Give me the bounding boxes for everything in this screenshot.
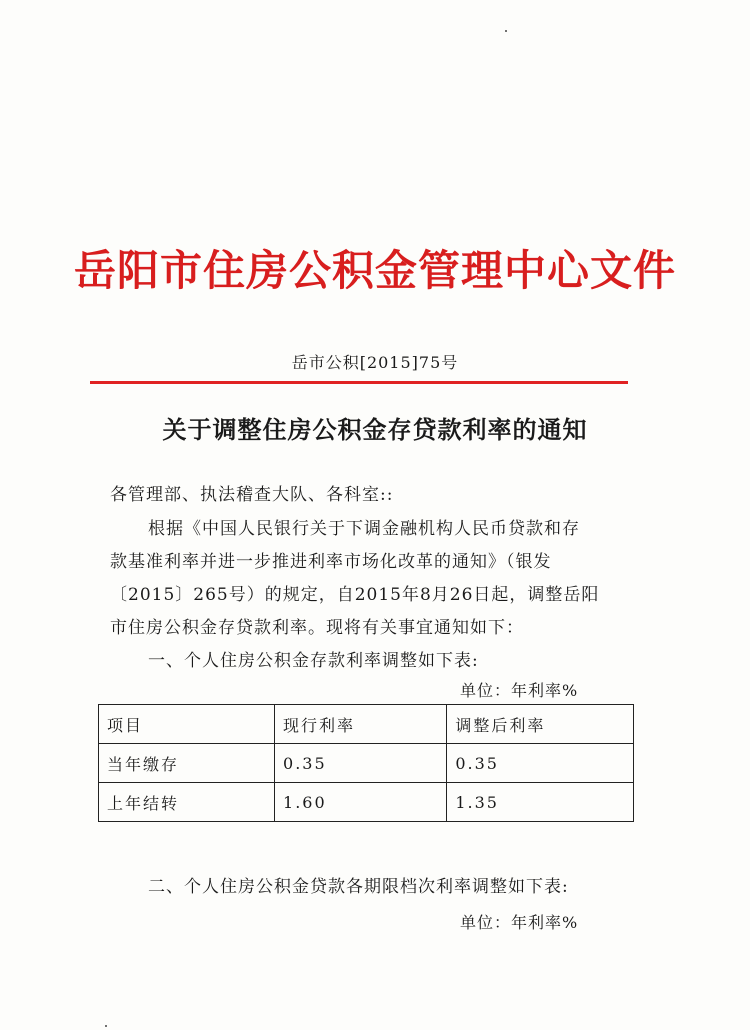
table-cell: 1.35: [447, 783, 634, 822]
unit-label-2: 单位：年利率%: [460, 913, 579, 932]
unit-label-1: 单位：年利率%: [460, 681, 579, 700]
table-header-cell: 项目: [99, 705, 275, 744]
table-cell: 1.60: [275, 783, 447, 822]
table-cell: 0.35: [275, 744, 447, 783]
red-divider-rule: [90, 381, 628, 384]
scan-speck: [105, 1025, 107, 1027]
table-header-cell: 调整后利率: [447, 705, 634, 744]
salutation: 各管理部、执法稽查大队、各科室::: [110, 485, 394, 505]
notice-title: 关于调整住房公积金存贷款利率的通知: [162, 416, 588, 444]
paragraph-line-3: 〔2015〕265号）的规定，自2015年8月26日起，调整岳阳: [110, 585, 600, 605]
table-header-cell: 现行利率: [275, 705, 447, 744]
table-cell: 上年结转: [99, 783, 275, 822]
document-number: 岳市公积[2015]75号: [291, 353, 459, 372]
table-header-row: [99, 705, 634, 744]
section-2-heading: 二、个人住房公积金贷款各期限档次利率调整如下表:: [148, 877, 569, 897]
deposit-rate-table: [98, 704, 634, 822]
table-cell: 0.35: [447, 744, 634, 783]
table-cell: 当年缴存: [99, 744, 275, 783]
paragraph-line-1: 根据《中国人民银行关于下调金融机构人民币贷款和存: [148, 519, 580, 539]
scan-speck: [505, 30, 507, 32]
table-row: [99, 783, 634, 822]
org-header-title: 岳阳市住房公积金管理中心文件: [73, 246, 676, 295]
paragraph-line-2: 款基准利率并进一步推进利率市场化改革的通知》（银发: [110, 552, 552, 572]
table-row: [99, 744, 634, 783]
paragraph-line-4: 市住房公积金存贷款利率。现将有关事宜通知如下：: [110, 618, 524, 638]
section-1-heading: 一、个人住房公积金存款利率调整如下表:: [148, 651, 479, 671]
